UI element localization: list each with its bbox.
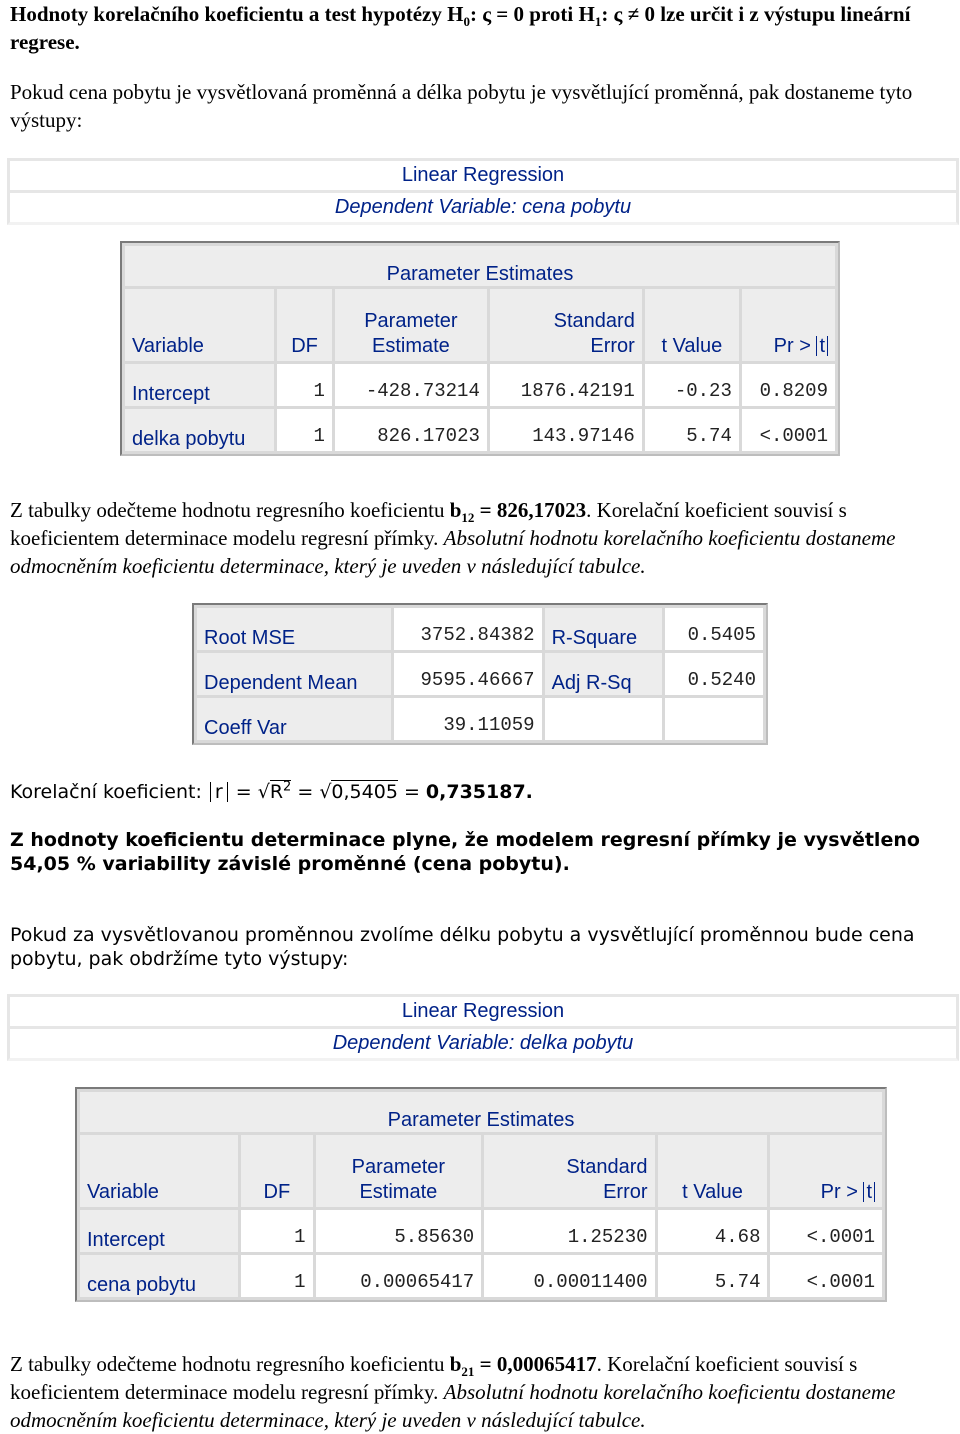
row-variable: delka pobytu (125, 409, 274, 451)
table-title: Parameter Estimates (80, 1092, 882, 1132)
col-variable-label: Variable (87, 1181, 159, 1203)
fit-label: Adj R-Sq (545, 653, 662, 695)
col-stderr-wrap (554, 309, 635, 359)
col-stderr-label-1: Standard (566, 1156, 648, 1178)
fit-value: 0.5240 (665, 653, 764, 695)
row-pr: <.0001 (742, 409, 835, 451)
col-df-label: DF (263, 1181, 291, 1203)
col-stderr-label-2: Error (590, 335, 635, 357)
fit-value: 3752.84382 (394, 608, 542, 650)
parameter-estimates-table-1 (120, 241, 840, 456)
dependent-variable-label: Dependent Variable: delka pobytu (332, 1032, 634, 1054)
formula-eq: = (397, 781, 426, 803)
h0-subscript: 0 (463, 14, 470, 30)
row-tvalue: 5.74 (645, 409, 739, 451)
row-stderr: 1.25230 (484, 1210, 654, 1252)
row-pr: 0.8209 (742, 364, 835, 406)
p2-text-2: . Korelační koeficient souvisí s koeficientem determinace modelu regresní přímky. (10, 498, 847, 550)
formula-eq: = (291, 781, 320, 803)
col-stderr-wrap (566, 1155, 647, 1205)
regression-title: Linear Regression (10, 997, 956, 1029)
formula-eq: = (229, 781, 258, 803)
col-df (277, 289, 332, 361)
p2-b-sub: 12 (461, 510, 475, 526)
table-row (197, 653, 763, 695)
formula-prefix: Korelační koeficient: (10, 781, 208, 803)
formula-R: R (269, 781, 284, 803)
table-row (197, 608, 763, 650)
row-stderr: 0.00011400 (484, 1255, 654, 1297)
p2-italic: Absolutní hodnotu korelačního koeficientu dostaneme odmocněním koeficientu determinace, který je uveden v následující tabulce. (10, 526, 896, 578)
formula-result: 0,735187. (425, 781, 533, 803)
col-variable (80, 1135, 238, 1207)
col-pr (770, 1135, 882, 1207)
row-tvalue: 5.74 (658, 1255, 768, 1297)
fit-label: Coeff Var (197, 698, 391, 740)
col-estimate-label-2: Estimate (371, 335, 450, 357)
col-df-label: DF (291, 335, 318, 357)
p5-italic: Absolutní hodnotu korelačního koeficientu dostaneme odmocněním koeficientu determinace, který je uveden v následující tabulce. (10, 1380, 896, 1432)
col-estimate-label-2: Estimate (359, 1181, 438, 1203)
parameter-estimates-table-2 (75, 1087, 887, 1302)
p5-text-2: . Korelační koeficient souvisí s koeficientem determinace modelu regresní přímky. (10, 1352, 858, 1404)
heading-text-1: Hodnoty korelačního koeficientu a test hypotézy H (10, 2, 464, 26)
coefficient-paragraph-2 (10, 1350, 950, 1434)
dependent-variable-label: Dependent Variable: cena pobytu (334, 196, 632, 218)
fit-label: Dependent Mean (197, 653, 391, 695)
row-tvalue: -0.23 (645, 364, 739, 406)
p5-text: Z tabulky odečteme hodnotu regresního koeficientu (10, 1352, 450, 1376)
heading-text-3: : ς ≠ 0 lze určit i z výstupu lineární regrese. (10, 2, 911, 54)
col-pr-label: Pr > (773, 335, 817, 357)
p5-b: b (449, 1352, 462, 1376)
table-row (80, 1210, 882, 1252)
col-tvalue-label: t Value (661, 335, 723, 357)
row-pr: <.0001 (770, 1255, 882, 1297)
col-df (241, 1135, 312, 1207)
fit-value: 0.5405 (665, 608, 764, 650)
row-stderr: 1876.42191 (490, 364, 642, 406)
col-pr (742, 289, 835, 361)
fit-label: Root MSE (197, 608, 391, 650)
table-row (125, 409, 835, 451)
row-estimate: -428.73214 (335, 364, 487, 406)
coefficient-paragraph-1 (10, 496, 950, 580)
row-variable: Intercept (125, 364, 274, 406)
regression-title: Linear Regression (10, 161, 956, 193)
col-stderr-label-2: Error (603, 1181, 648, 1203)
row-stderr: 143.97146 (490, 409, 642, 451)
p5-b-sub: 21 (461, 1364, 475, 1380)
row-df: 1 (241, 1210, 312, 1252)
h1-subscript: 1 (594, 14, 602, 30)
fit-value: 39.11059 (394, 698, 542, 740)
col-tvalue-label: t Value (682, 1181, 743, 1203)
row-variable: cena pobytu (80, 1255, 238, 1297)
p2-text: Z tabulky odečteme hodnotu regresního koeficientu (10, 498, 450, 522)
formula-abs-r: r (210, 782, 228, 802)
col-variable (125, 289, 274, 361)
table-row (197, 698, 763, 740)
p2-b-value: = 826,17023 (474, 498, 587, 522)
section-heading (10, 0, 950, 56)
formula-value: 0,5405 (331, 781, 398, 803)
row-estimate: 5.85630 (316, 1210, 482, 1252)
table-row (125, 364, 835, 406)
row-df: 1 (277, 409, 332, 451)
col-pr-label: Pr > (820, 1181, 864, 1203)
table-row (80, 1255, 882, 1297)
col-pr-abs-t: t (863, 1182, 875, 1202)
formula-radicand (270, 780, 291, 803)
col-variable-label: Variable (132, 335, 204, 357)
regression-2-banner (7, 994, 959, 1061)
col-tvalue (645, 289, 739, 361)
row-tvalue: 4.68 (658, 1210, 768, 1252)
col-estimate (335, 289, 487, 361)
row-df: 1 (277, 364, 332, 406)
col-stderr (490, 289, 642, 361)
col-stderr-label-1: Standard (553, 310, 635, 332)
intro-paragraph: Pokud cena pobytu je vysvětlovaná proměnná a délka pobytu je vysvětlující proměnná, pak dostaneme tyto výstupy: (10, 80, 913, 132)
fit-statistics-table (192, 603, 768, 745)
fit-value-empty (665, 698, 764, 740)
formula-sqrt: √ (319, 781, 332, 803)
p2-b: b (449, 498, 462, 522)
table-title: Parameter Estimates (125, 246, 835, 286)
col-estimate-label-1: Parameter (351, 1156, 446, 1178)
col-pr-abs-t: t (816, 336, 828, 356)
fit-value: 9595.46667 (394, 653, 542, 695)
formula-sup: 2 (283, 779, 292, 795)
fit-label: R-Square (545, 608, 662, 650)
formula-sqrt: √ (257, 781, 270, 803)
correlation-formula (10, 780, 950, 804)
col-tvalue (658, 1135, 768, 1207)
fit-label-empty (545, 698, 662, 740)
row-estimate: 826.17023 (335, 409, 487, 451)
regression-1-banner (7, 158, 959, 225)
row-pr: <.0001 (770, 1210, 882, 1252)
row-df: 1 (241, 1255, 312, 1297)
row-variable: Intercept (80, 1210, 238, 1252)
row-estimate: 0.00065417 (316, 1255, 482, 1297)
col-estimate (316, 1135, 482, 1207)
p5-b-value: = 0,00065417 (474, 1352, 597, 1376)
heading-text-2: : ς = 0 proti H (469, 2, 595, 26)
col-stderr (484, 1135, 654, 1207)
reverse-intro-paragraph: Pokud za vysvětlovanou proměnnou zvolíme délku pobytu a vysvětlující proměnnou bude cena pobytu, pak obdržíme tyto výstupy: (10, 924, 915, 970)
determination-conclusion: Z hodnoty koeficientu determinace plyne, že modelem regresní přímky je vysvětleno 54,05 % variability závislé proměnné (cena pobytu). (10, 829, 920, 875)
col-estimate-label-1: Parameter (364, 310, 458, 332)
